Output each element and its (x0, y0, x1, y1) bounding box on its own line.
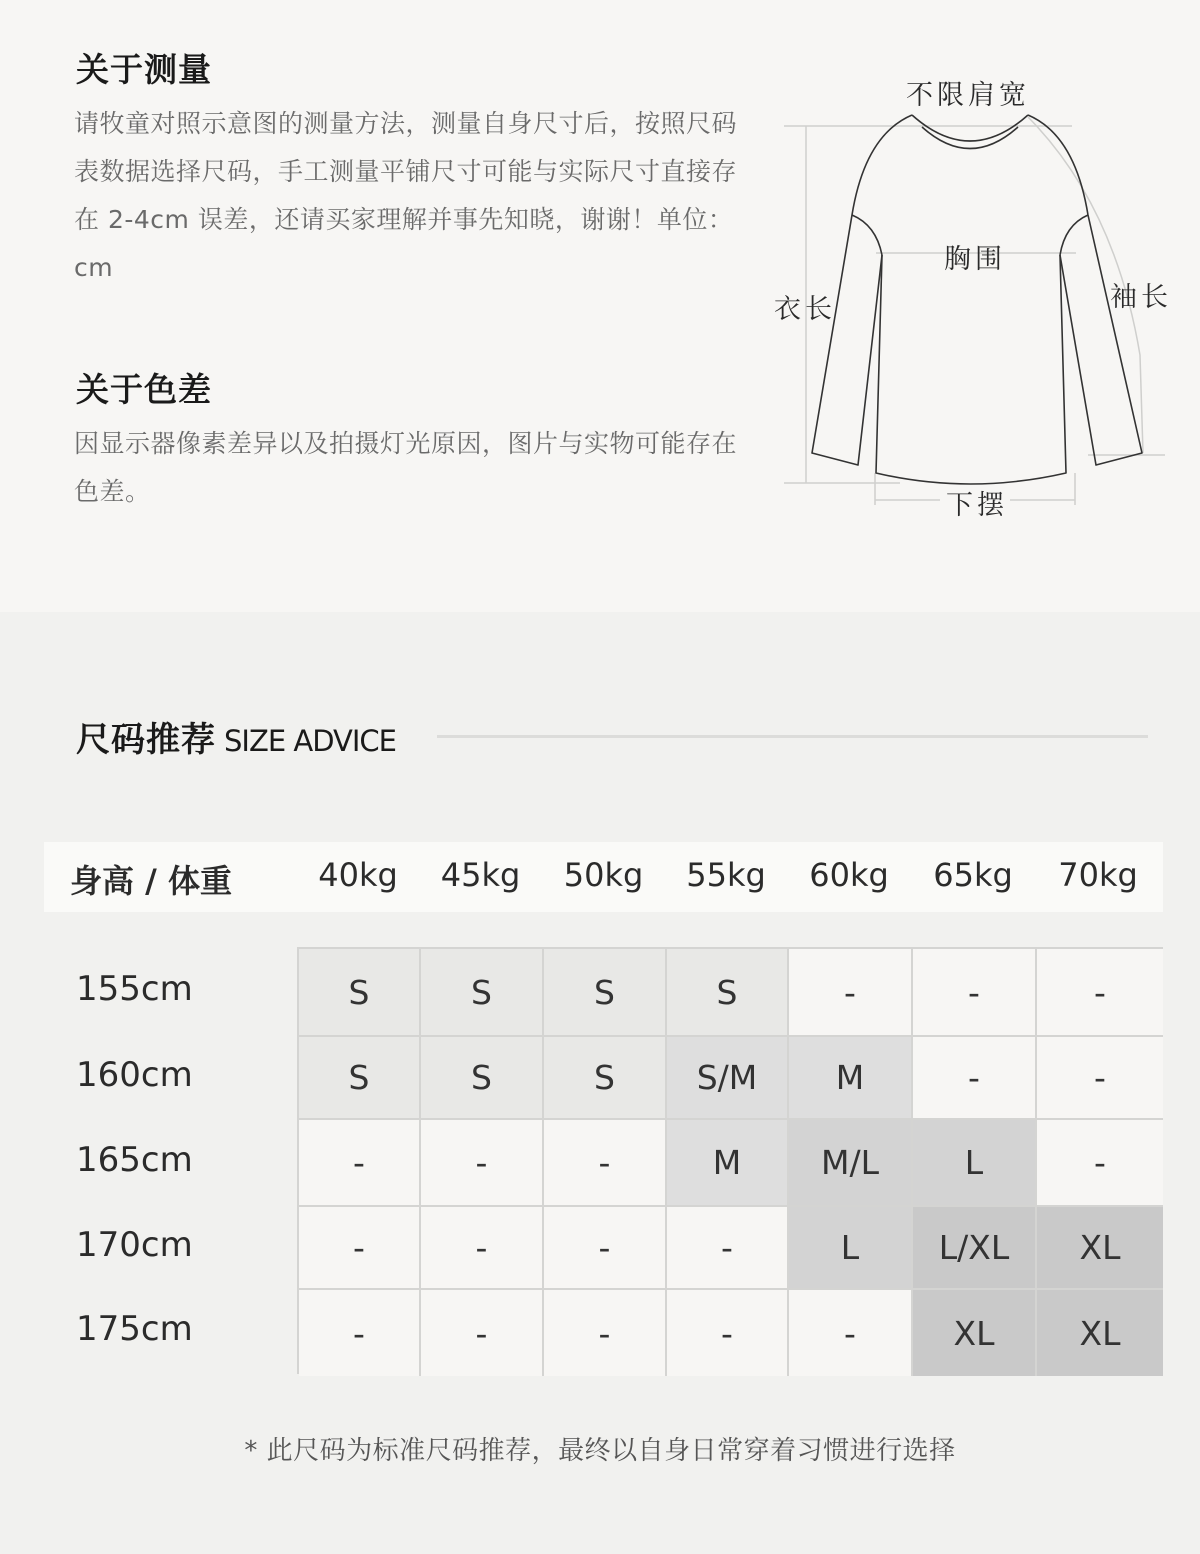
size-cell: - (789, 949, 913, 1037)
size-cell: S (667, 949, 789, 1037)
size-cell: - (421, 1207, 544, 1290)
size-cell: L (913, 1120, 1037, 1207)
weight-header: 70kg (1058, 856, 1138, 894)
size-cell: - (421, 1120, 544, 1207)
size-advice-heading (76, 712, 396, 761)
height-label: 160cm (76, 1054, 193, 1095)
size-cell: XL (913, 1290, 1037, 1376)
size-cell: M (789, 1037, 913, 1120)
size-cell: XL (1037, 1290, 1163, 1376)
size-cell: - (667, 1290, 789, 1376)
height-label: 155cm (76, 969, 193, 1009)
height-label: 175cm (76, 1309, 193, 1349)
size-cell: - (913, 949, 1037, 1037)
size-cell: - (1037, 1037, 1163, 1120)
size-grid (297, 947, 1163, 1374)
size-cell: - (299, 1290, 421, 1376)
weight-header: 50kg (563, 856, 644, 894)
garment-diagram (770, 55, 1190, 525)
color-title: 关于色差 (76, 370, 212, 409)
header-height-weight: 身高 / 体重 (70, 862, 232, 900)
size-cell: S/M (667, 1037, 789, 1120)
height-label: 165cm (76, 1139, 193, 1180)
measure-title: 关于测量 (76, 50, 212, 89)
size-cell: - (913, 1037, 1037, 1120)
size-cell: - (299, 1207, 421, 1290)
size-cell: - (544, 1207, 667, 1290)
label-shoulder: 不限肩宽 (906, 80, 1030, 111)
size-cell: L/XL (913, 1207, 1037, 1290)
measure-text: 请牧童对照示意图的测量方法，测量自身尺寸后，按照尺码表数据选择尺码，手工测量平铺尺寸可能与实际尺寸直接存在 2-4cm 误差，还请买家理解并事先知晓，谢谢！单位：cm (74, 109, 738, 282)
size-cell: S (544, 1037, 667, 1120)
label-chest: 胸围 (944, 244, 1006, 275)
size-advice-title-en: SIZE ADVICE (224, 724, 396, 758)
heading-divider (437, 735, 1148, 738)
size-cell: - (789, 1290, 913, 1376)
size-advice-title-cn: 尺码推荐 (76, 720, 216, 760)
weight-header: 40kg (318, 856, 398, 894)
color-text: 因显示器像素差异以及拍摄灯光原因，图片与实物可能存在色差。 (74, 429, 738, 506)
size-cell: M (667, 1120, 789, 1207)
size-cell: - (544, 1120, 667, 1207)
size-cell: - (421, 1290, 544, 1376)
weight-header: 65kg (933, 856, 1013, 894)
size-cell: - (667, 1207, 789, 1290)
size-cell: S (421, 949, 544, 1037)
size-cell: L (789, 1207, 913, 1290)
size-cell: - (544, 1290, 667, 1376)
size-cell: - (299, 1120, 421, 1207)
height-label: 170cm (76, 1224, 193, 1265)
size-note: * 此尺码为标准尺码推荐，最终以自身日常穿着习惯进行选择 (244, 1436, 956, 1466)
size-cell: S (299, 1037, 421, 1120)
size-cell: - (1037, 949, 1163, 1037)
size-cell: S (544, 949, 667, 1037)
weight-header: 55kg (686, 856, 766, 894)
weight-header: 60kg (809, 856, 889, 894)
label-hem: 下摆 (946, 490, 1008, 521)
size-cell: S (299, 949, 421, 1037)
size-cell: XL (1037, 1207, 1163, 1290)
size-cell: - (1037, 1120, 1163, 1207)
label-length: 衣长 (774, 294, 836, 325)
size-cell: S (421, 1037, 544, 1120)
size-cell: M/L (789, 1120, 913, 1207)
weight-header: 45kg (440, 856, 521, 894)
label-sleeve: 袖长 (1110, 282, 1172, 313)
